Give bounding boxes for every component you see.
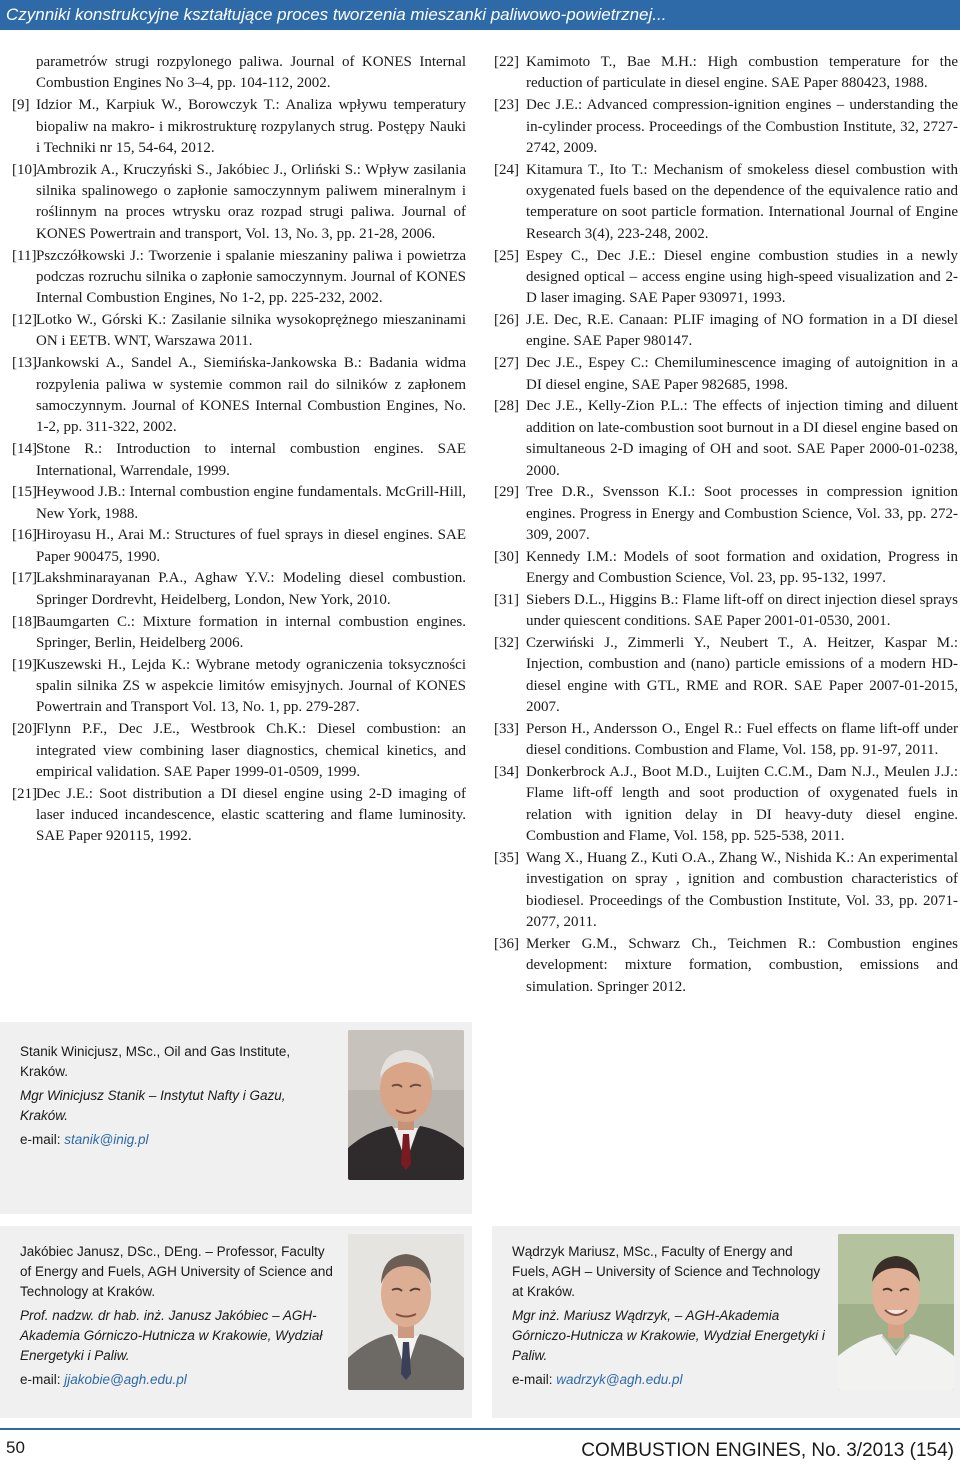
reference-item: [494, 160, 958, 246]
reference-text: parametrów strugi rozpylonego paliwa. Journal of KONES Internal Combustion Engines No 3–4, pp. 104-112, 2002.: [36, 54, 466, 92]
reference-number: [12]: [12, 312, 37, 329]
reference-item: [12, 525, 466, 568]
reference-item: [12, 655, 466, 719]
email-link[interactable]: stanik@inig.pl: [64, 1132, 149, 1147]
reference-item: [494, 353, 958, 396]
reference-item: [12, 246, 466, 310]
journal-footer: COMBUSTION ENGINES, No. 3/2013 (154): [581, 1440, 954, 1461]
email-label: e-mail:: [20, 1132, 65, 1147]
author-photo-wadrzyk: [838, 1234, 954, 1390]
reference-text: Stone R.: Introduction to internal combustion engines. SAE International, Warrendale, 1999.: [36, 441, 466, 479]
reference-number: [23]: [494, 97, 519, 114]
reference-text: Donkerbrock A.J., Boot M.D., Luijten C.C.M., Dam N.J., Meulen J.J.: Flame lift-off length and soot production of oxygenated fuels in relation with ignition delay in DI heavy-duty diesel engine. Combustion and Flame, Vol. 158, pp. 525-538, 2011.: [526, 763, 958, 845]
reference-number: [30]: [494, 548, 519, 565]
reference-number: [28]: [494, 398, 519, 415]
email-link[interactable]: wadrzyk@agh.edu.pl: [556, 1372, 683, 1387]
reference-item: [12, 568, 466, 611]
reference-text: Espey C., Dec J.E.: Diesel engine combustion studies in a newly designed optical – access engine using high-speed visualization and 2-D laser imaging. SAE Paper 930971, 1993.: [526, 247, 958, 307]
reference-text: Person H., Andersson O., Engel R.: Fuel effects on flame lift-off under diesel conditions. Combustion and Flame, Vol. 158, pp. 91-97, 2011.: [526, 720, 958, 759]
reference-number: [31]: [494, 591, 519, 608]
reference-text: Dec J.E., Espey C.: Chemiluminescence imaging of autoignition in a DI diesel engine, SAE Paper 982685, 1998.: [526, 355, 958, 393]
reference-item: [12, 719, 466, 783]
reference-item: [494, 482, 958, 546]
reference-text: Lakshminarayanan P.A., Aghaw Y.V.: Modeling diesel combustion. Springer Dordrevht, Heidelberg, London, New York, 2010.: [36, 570, 466, 608]
reference-text: Dec J.E., Kelly-Zion P.L.: The effects of injection timing and diluent addition on late-combustion soot burnout in a DI diesel engine based on simultaneous 2-D imaging of OH and soot. SAE Paper 2000-01-0238, 2000.: [526, 398, 958, 479]
reference-number: [16]: [12, 527, 37, 544]
email-label: e-mail:: [512, 1372, 557, 1387]
reference-text: Ambrozik A., Kruczyński S., Jakóbiec J., Orliński S.: Wpływ zasilania silnika spalinowego o zapłonie samoczynnym paliwem mineralnym i roślinnym na proces wtrysku oraz rozpad strugi paliwa. Journal of KONES Powertrain and transport, Vol. 13, No. 3, pp. 21-28, 2006.: [36, 161, 466, 242]
bio-english: Wądrzyk Mariusz, MSc., Faculty of Energy and Fuels, AGH – University of Science and Technology at Kraków.: [512, 1244, 821, 1299]
footer-rule: [0, 1428, 960, 1430]
reference-number: [22]: [494, 54, 519, 70]
reference-item: [494, 246, 958, 310]
reference-number: [17]: [12, 570, 37, 587]
reference-number: [33]: [494, 720, 519, 737]
reference-number: [11]: [12, 247, 37, 264]
bio-polish: Mgr inż. Mariusz Wądrzyk, – AGH-Akademia Górniczo-Hutnicza w Krakowie, Wydział Energetyki i Paliw.: [512, 1308, 825, 1363]
reference-item: [494, 719, 958, 762]
reference-item: [12, 353, 466, 439]
reference-text: Heywood J.B.: Internal combustion engine fundamentals. McGrill-Hill, New York, 1988.: [36, 484, 466, 522]
reference-number: [21]: [12, 785, 37, 802]
reference-item: [12, 52, 466, 95]
reference-text: Hiroyasu H., Arai M.: Structures of fuel sprays in diesel engines. SAE Paper 900475, 1990.: [36, 527, 466, 565]
reference-number: [24]: [494, 161, 519, 178]
author-photo-stanik: [348, 1030, 464, 1180]
reference-number: [12, 52, 36, 95]
reference-text: Kuszewski H., Lejda K.: Wybrane metody ograniczenia toksyczności spalin silnika ZS w aspekcie limitów emisyjnych. Journal of KONES Powertrain and Transport Vol. 13, No. 1, pp. 279-287.: [36, 656, 466, 716]
reference-text: Dec J.E.: Soot distribution a DI diesel engine using 2-D imaging of laser induced incandescence, elastic scattering and flame luminosity. SAE Paper 920115, 1992.: [36, 785, 466, 845]
reference-text: Idzior M., Karpiuk W., Borowczyk T.: Analiza wpływu temperatury biopaliw na makro- i mikrostrukturę rozpylanych strug. Postępy Nauki i Techniki nr 15, 54-64, 2012.: [36, 97, 466, 156]
reference-number: [34]: [494, 763, 519, 780]
reference-text: Kennedy I.M.: Models of soot formation and oxidation, Progress in Energy and Combustion Science, Vol. 23, pp. 95-132, 1997.: [526, 548, 958, 587]
bio-polish: Prof. nadzw. dr hab. inż. Janusz Jakóbiec – AGH-Akademia Górniczo-Hutnicza w Krakowie, Wydział Energetyki i Paliw.: [20, 1308, 323, 1363]
reference-text: Jankowski A., Sandel A., Siemińska-Jankowska B.: Badania widma rozpylenia paliwa w systemie common rail do silników z zapłonem samoczynnym. Journal of KONES Internal Combustion Engines, No. 1-2, pp. 311-322, 2002.: [36, 355, 466, 436]
reference-item: [494, 52, 958, 95]
author-bio-wadrzyk: [492, 1226, 960, 1418]
reference-item: [12, 95, 466, 159]
reference-item: [12, 160, 466, 246]
reference-number: [19]: [12, 656, 37, 673]
reference-number: [35]: [494, 849, 519, 866]
reference-number: [29]: [494, 484, 519, 501]
reference-text: Flynn P.F., Dec J.E., Westbrook Ch.K.: Diesel combustion: an integrated view combining laser diagnostics, chemical kinetics, and empirical validation. SAE Paper 1999-01-0509, 1999.: [36, 721, 466, 780]
email-label: e-mail:: [20, 1372, 65, 1387]
reference-text: Baumgarten C.: Mixture formation in internal combustion engines. Springer, Berlin, Heidelberg 2006.: [36, 613, 466, 651]
reference-item: [12, 612, 466, 655]
reference-text: Pszczółkowski J.: Tworzenie i spalanie mieszaniny paliwa i powietrza podczas rozruchu silnika o zapłonie samoczynnym. Journal of KONES Internal Combustion Engines, No 1-2, pp. 225-232, 2002.: [36, 247, 466, 307]
reference-item: [494, 590, 958, 633]
reference-text: Siebers D.L., Higgins B.: Flame lift-off on direct injection diesel sprays under quiescent conditions. SAE Paper 2001-01-0530, 2001.: [526, 591, 958, 630]
reference-text: Dec J.E.: Advanced compression-ignition engines – understanding the in-cylinder process. Proceedings of the Combustion Institute, 32, 2727-2742, 2009.: [526, 97, 958, 156]
reference-number: [9]: [12, 97, 30, 114]
reference-text: Merker G.M., Schwarz Ch., Teichmen R.: Combustion engines development: mixture formation, combustion, emissions and simulation. Springer 2012.: [526, 935, 958, 995]
reference-text: Kamimoto T., Bae M.H.: High combustion temperature for the reduction of particulate in diesel engine. SAE Paper 880423, 1988.: [526, 54, 958, 92]
author-bio-jakobiec: [0, 1226, 472, 1418]
reference-item: [494, 633, 958, 719]
reference-item: [12, 310, 466, 353]
reference-text: Czerwiński J., Zimmerli Y., Neubert T., A. Heitzer, Kaspar M.: Injection, combustion and (nano) particle emissions of a modern HD-diesel engine with GTL, RME and ROR. SAE Paper 2007-01-2015, 2007.: [526, 634, 958, 716]
reference-number: [25]: [494, 247, 519, 264]
reference-number: [15]: [12, 484, 37, 501]
reference-text: Kitamura T., Ito T.: Mechanism of smokeless diesel combustion with oxygenated fuels based on the dependence of the equivalence ratio and temperature on soot particle formation. International Journal of Engine Research 3(4), 223-248, 2002.: [526, 161, 958, 242]
running-title: Czynniki konstrukcyjne kształtujące proces tworzenia mieszanki paliwowo-powietrznej...: [6, 5, 667, 24]
page-number: 50: [6, 1438, 25, 1457]
reference-item: [12, 784, 466, 848]
reference-number: [36]: [494, 935, 519, 952]
reference-number: [20]: [12, 721, 37, 738]
page-header-bar: [0, 0, 960, 30]
reference-number: [26]: [494, 312, 519, 329]
reference-item: [494, 95, 958, 159]
reference-text: J.E. Dec, R.E. Canaan: PLIF imaging of NO formation in a DI diesel engine. SAE Paper 980147.: [526, 312, 958, 350]
reference-text: Tree D.R., Svensson K.I.: Soot processes in compression ignition engines. Progress in Energy and Combustion Science, Vol. 33, pp. 272-309, 2007.: [526, 484, 958, 544]
reference-item: [494, 396, 958, 482]
reference-number: [27]: [494, 355, 519, 372]
references-right-column: [494, 52, 958, 998]
reference-item: [494, 310, 958, 353]
reference-number: [14]: [12, 441, 37, 458]
reference-item: [494, 848, 958, 934]
email-link[interactable]: jjakobie@agh.edu.pl: [64, 1372, 187, 1387]
reference-item: [12, 482, 466, 525]
reference-text: Wang X., Huang Z., Kuti O.A., Zhang W., Nishida K.: An experimental investigation on spray , ignition and combustion characteristics of biodiesel. Proceedings of the Combustion Institute, Vol. 33, pp. 2071-2077, 2011.: [526, 849, 958, 931]
reference-item: [12, 439, 466, 482]
bio-english: Jakóbiec Janusz, DSc., DEng. – Professor, Faculty of Energy and Fuels, AGH University of Science and Technology at Kraków.: [20, 1244, 333, 1299]
reference-item: [494, 547, 958, 590]
references-left-column: [12, 52, 466, 848]
reference-item: [494, 934, 958, 998]
reference-number: [13]: [12, 355, 37, 372]
reference-number: [18]: [12, 613, 37, 630]
reference-text: Lotko W., Górski K.: Zasilanie silnika wysokoprężnego mieszaninami ON i EETB. WNT, Warszawa 2011.: [36, 312, 466, 350]
bio-english: Stanik Winicjusz, MSc., Oil and Gas Institute, Kraków.: [20, 1044, 291, 1079]
reference-item: [494, 762, 958, 848]
bio-polish: Mgr Winicjusz Stanik – Instytut Nafty i Gazu, Kraków.: [20, 1088, 286, 1123]
reference-number: [32]: [494, 634, 519, 651]
author-photo-jakobiec: [348, 1234, 464, 1390]
reference-number: [10]: [12, 161, 37, 178]
author-bio-stanik: [0, 1022, 472, 1214]
